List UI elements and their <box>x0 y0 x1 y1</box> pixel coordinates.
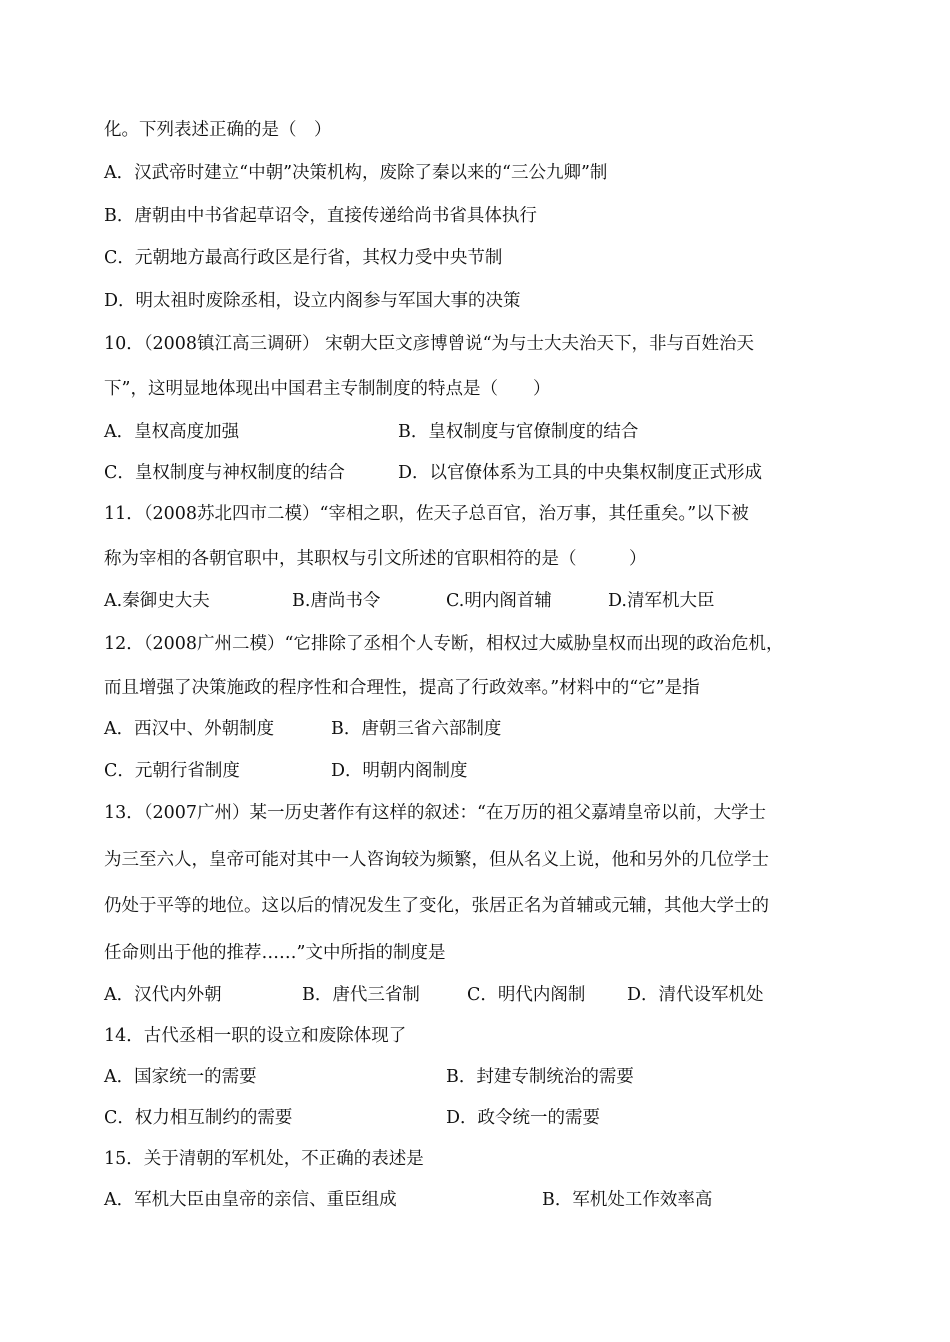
q13-stem-line4: 任命则出于他的推荐……”文中所指的制度是 <box>104 943 446 963</box>
q10-stem-line2: 下”，这明显地体现出中国君主专制制度的特点是（ ） <box>104 379 551 399</box>
q11-stem-line2: 称为宰相的各朝官职中，其职权与引文所述的官职相符的是（ ） <box>104 549 647 569</box>
q13-stem-line3: 仍处于平等的地位。这以后的情况发生了变化，张居正名为首辅或元辅，其他大学士的 <box>104 896 769 916</box>
q10-option-d: D．以官僚体系为工具的中央集权制度正式形成 <box>398 463 763 483</box>
q10-option-b: B．皇权制度与官僚制度的结合 <box>398 422 639 442</box>
q15-stem: 15．关于清朝的军机处，不正确的表述是 <box>104 1149 424 1169</box>
q13-option-d: D．清代设军机处 <box>627 985 764 1005</box>
q12-stem-line1: 12．（2008广州二模）“它排除了丞相个人专断，相权过大威胁皇权而出现的政治危机， <box>104 634 784 654</box>
q9-option-d: D．明太祖时废除丞相，设立内阁参与军国大事的决策 <box>104 291 521 311</box>
q14-option-c: C．权力相互制约的需要 <box>104 1108 293 1128</box>
q12-option-c: C．元朝行省制度 <box>104 761 240 781</box>
q11-option-b: B.唐尚书令 <box>292 591 381 611</box>
q11-option-a: A.秦御史大夫 <box>104 591 210 611</box>
q9-stem-tail: 化。下列表述正确的是（ ） <box>104 120 332 140</box>
q12-stem-line2: 而且增强了决策施政的程序性和合理性，提高了行政效率。”材料中的“它”是指 <box>104 678 700 698</box>
q11-option-c: C.明内阁首辅 <box>446 591 552 611</box>
q14-stem: 14．古代丞相一职的设立和废除体现了 <box>104 1026 407 1046</box>
q13-option-b: B．唐代三省制 <box>302 985 420 1005</box>
q11-option-d: D.清军机大臣 <box>608 591 715 611</box>
q12-option-a: A．西汉中、外朝制度 <box>104 719 275 739</box>
q11-stem-line1: 11．（2008苏北四市二模）“宰相之职，佐天子总百官，治万事，其任重矣。”以下被 <box>104 504 749 524</box>
q12-option-d: D．明朝内阁制度 <box>331 761 468 781</box>
q9-option-c: C．元朝地方最高行政区是行省，其权力受中央节制 <box>104 248 503 268</box>
q14-option-a: A．国家统一的需要 <box>104 1067 257 1087</box>
q12-option-b: B．唐朝三省六部制度 <box>331 719 502 739</box>
q9-option-b: B．唐朝由中书省起草诏令，直接传递给尚书省具体执行 <box>104 206 537 226</box>
q15-option-a: A．军机大臣由皇帝的亲信、重臣组成 <box>104 1190 397 1210</box>
q15-option-b: B．军机处工作效率高 <box>542 1190 713 1210</box>
q10-option-c: C．皇权制度与神权制度的结合 <box>104 463 345 483</box>
q10-stem-line1: 10．（2008镇江高三调研） 宋朝大臣文彦博曾说“为与士大夫治天下，非与百姓治天 <box>104 334 755 354</box>
q14-option-b: B．封建专制统治的需要 <box>446 1067 634 1087</box>
q13-stem-line1: 13．（2007广州）某一历史著作有这样的叙述：“在万历的祖父嘉靖皇帝以前，大学士 <box>104 803 766 823</box>
q9-option-a: A．汉武帝时建立“中朝”决策机构，废除了秦以来的“三公九卿”制 <box>104 163 608 183</box>
q13-stem-line2: 为三至六人，皇帝可能对其中一人咨询较为频繁，但从名义上说，他和另外的几位学士 <box>104 850 769 870</box>
q14-option-d: D．政令统一的需要 <box>446 1108 601 1128</box>
q13-option-a: A．汉代内外朝 <box>104 985 222 1005</box>
q13-option-c: C．明代内阁制 <box>467 985 586 1005</box>
q10-option-a: A．皇权高度加强 <box>104 422 240 442</box>
